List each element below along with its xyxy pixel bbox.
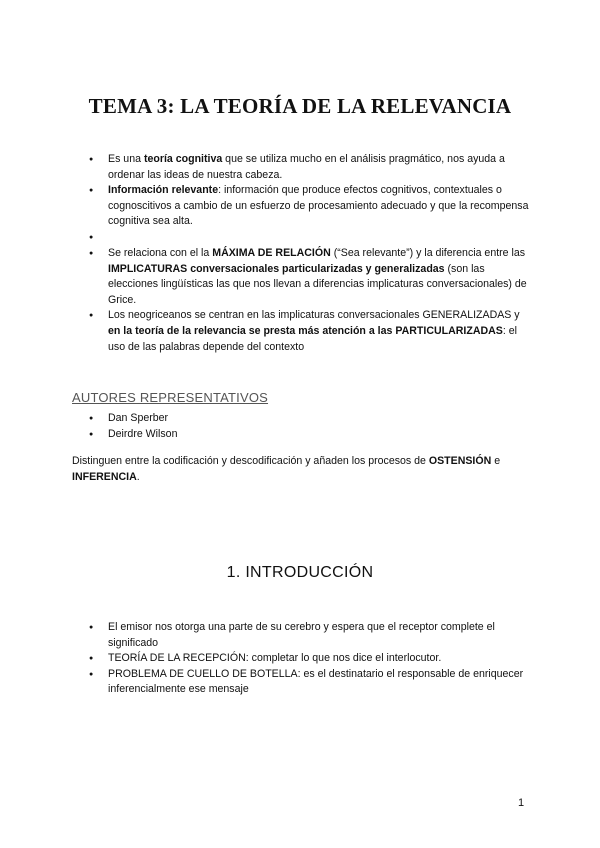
list-item-bold: Información relevante — [108, 184, 219, 197]
paragraph — [72, 454, 542, 485]
list-item-text: : el uso de las palabras depende del contexto — [108, 324, 517, 353]
list-item-bold: en la teoría de la relevancia se presta más atención a las PARTICULARIZADAS — [108, 324, 503, 337]
paragraph-bold: INFERENCIA — [72, 470, 137, 483]
list-item-text: que se utiliza mucho en el análisis pragmático, nos ayuda a ordenar las ideas de nuestra cabeza. — [108, 153, 505, 181]
list-item-text: Es una — [108, 153, 144, 165]
list-item — [72, 246, 530, 308]
relevance-theory-list — [72, 152, 530, 355]
authors-list — [72, 411, 530, 442]
list-item: ● TEORÍA DE LA RECEPCIÓN: completar lo que nos dice el interlocutor. — [72, 651, 530, 667]
page-number: 1 — [518, 797, 525, 809]
list-item-text: Los neogriceanos se centran en las implicaturas conversacionales GENERALIZADAS y — [108, 309, 520, 322]
list-item — [72, 183, 530, 230]
list-item-bold: teoría cognitiva — [143, 153, 223, 165]
list-item-text: (son las elecciones lingüísticas las que nos llevan a diferencias implicaturas conversacionales) de Grice. — [108, 262, 527, 306]
paragraph-text: . — [136, 470, 140, 483]
list-item: ● El emisor nos otorga una parte de su cerebro y espera que el receptor complete el significado — [72, 620, 530, 651]
introduction-list — [72, 620, 530, 698]
page-title: TEMA 3: LA TEORÍA DE LA RELEVANCIA — [88, 94, 512, 118]
list-item-bold: IMPLICATURAS conversacionales particularizadas y generalizadas — [108, 262, 445, 275]
author-item: ● Dan Sperber — [72, 411, 530, 427]
paragraph-bold: OSTENSIÓN — [428, 455, 492, 467]
list-spacer — [72, 230, 530, 246]
list-item-text: Se relaciona con el la — [108, 246, 213, 259]
list-item — [72, 152, 530, 183]
author-item: ● Deirdre Wilson — [72, 427, 530, 443]
paragraph-text: e — [491, 455, 501, 467]
list-item — [72, 308, 530, 355]
list-item-text: (“Sea relevante”) y la diferencia entre las — [330, 246, 526, 259]
paragraph-text: Distinguen entre la codificación y descodificación y añaden los procesos de — [72, 455, 429, 467]
list-item: ● PROBLEMA DE CUELLO DE BOTELLA: es el destinatario el responsable de enriquecer inferencialmente ese mensaje — [72, 667, 530, 698]
list-item-bold: MÁXIMA DE RELACIÓN — [212, 246, 331, 259]
section-heading-authors: AUTORES REPRESENTATIVOS — [72, 390, 269, 405]
section-heading-introduction: 1. INTRODUCCIÓN — [226, 564, 374, 581]
list-item-text: : información que produce efectos cognitivos, contextuales o cognoscitivos a cambio de un esfuerzo de procesamiento adecuado y que la recompensa cognitiva sea alta. — [108, 184, 529, 228]
